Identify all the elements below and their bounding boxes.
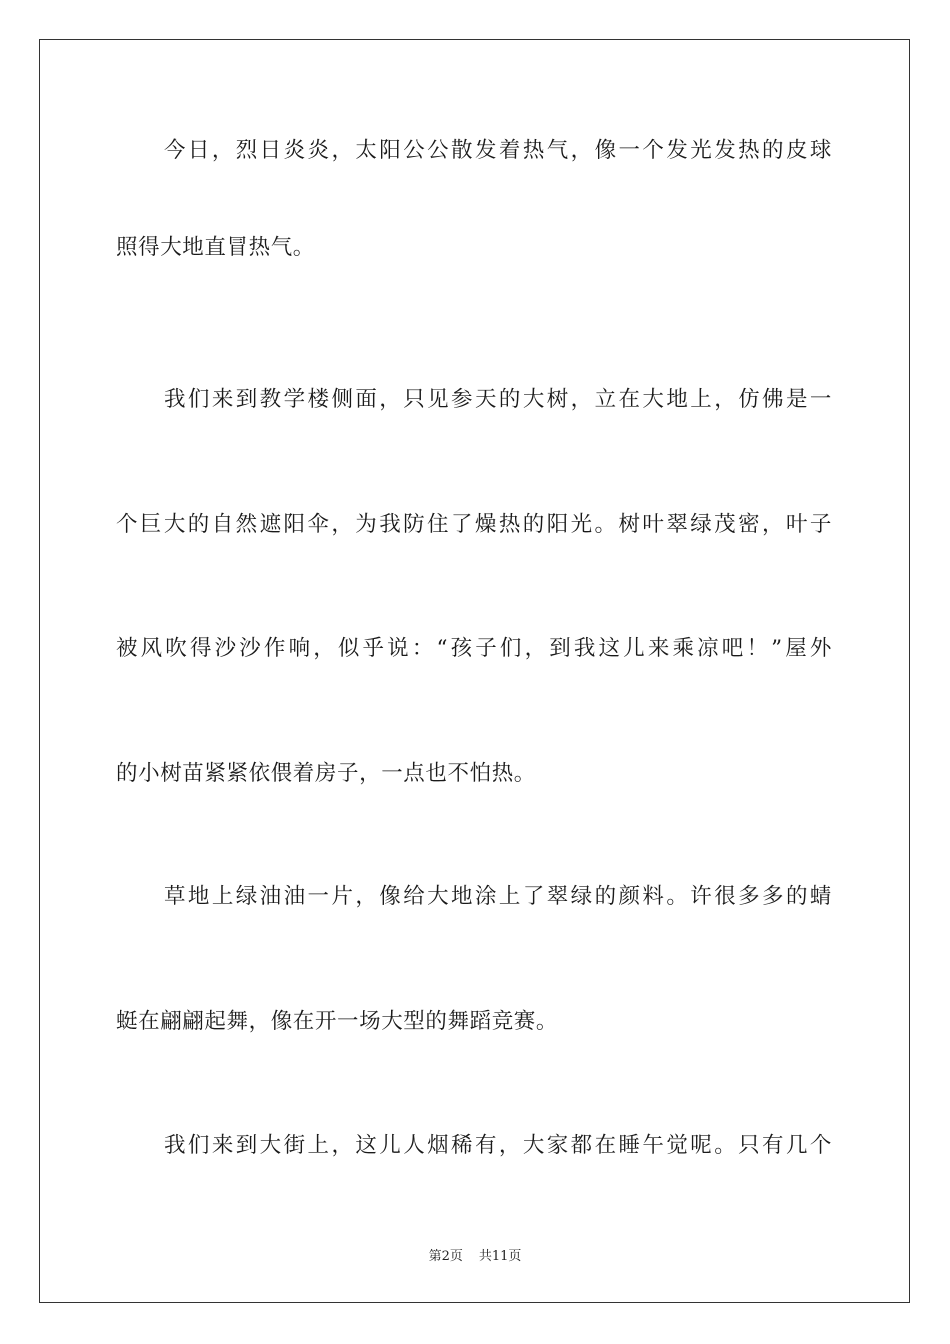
paragraph-1-line-1: 今日，烈日炎炎，太阳公公散发着热气，像一个发光发热的皮球	[164, 138, 832, 163]
paragraph-3-line-1: 草地上绿油油一片，像给大地涂上了翠绿的颜料。许很多多的蜻	[164, 884, 832, 909]
paragraph-3-line-2: 蜓在翩翩起舞，像在开一场大型的舞蹈竞赛。	[116, 1009, 559, 1034]
paragraph-4-line-1: 我们来到大街上，这儿人烟稀有，大家都在睡午觉呢。只有几个	[164, 1133, 832, 1158]
page-number: 第2页	[428, 1249, 463, 1264]
page-footer	[0, 1248, 950, 1266]
paragraph-2-line-3: 被风吹得沙沙作响，似乎说：“孩子们，到我这儿来乘凉吧！”屋外	[116, 636, 832, 661]
paragraph-2-line-4: 的小树苗紧紧依偎着房子，一点也不怕热。	[116, 761, 536, 786]
paragraph-1-line-2: 照得大地直冒热气。	[116, 235, 315, 260]
page-border	[39, 39, 910, 1303]
paragraph-2-line-1: 我们来到教学楼侧面，只见参天的大树，立在大地上，仿佛是一	[164, 387, 832, 412]
paragraph-2-line-2: 个巨大的自然遮阳伞，为我防住了燥热的阳光。树叶翠绿茂密，叶子	[116, 512, 832, 537]
page-total: 共11页	[478, 1249, 522, 1264]
